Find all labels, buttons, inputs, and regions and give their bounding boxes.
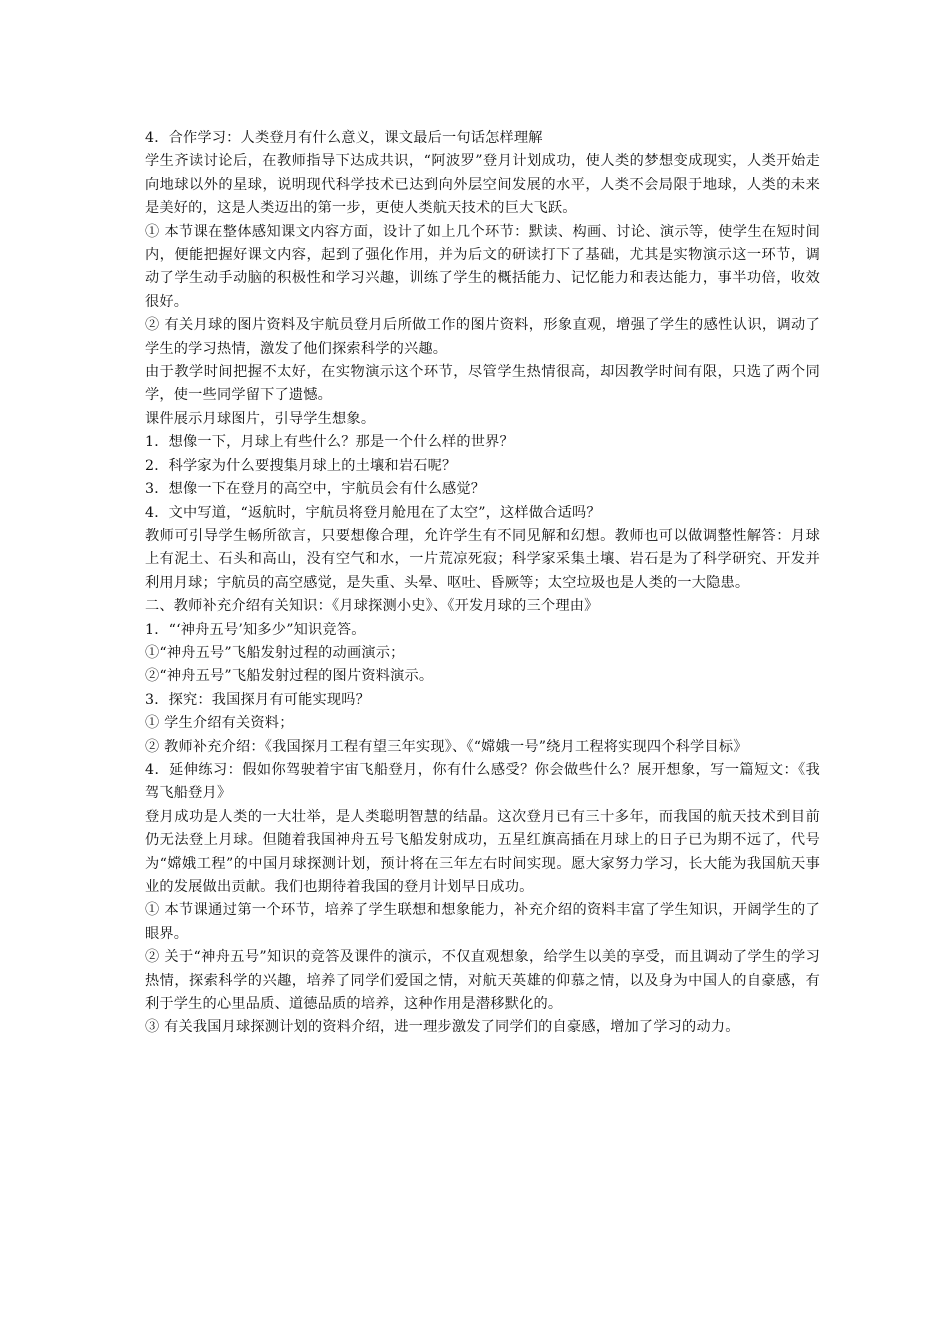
paragraph: ②“神舟五号”飞船发射过程的图片资料演示。 (145, 668, 434, 685)
paragraph: 由于教学时间把握不太好，在实物演示这个环节，尽管学生热情很高，却因教学时间有限，只选了两个同学，使一些同学留下了遗憾。 (145, 364, 820, 404)
paragraph: 3．想像一下在登月的高空中，宇航员会有什么感觉？ (145, 481, 486, 498)
paragraph: 登月成功是人类的一大壮举，是人类聪明智慧的结晶。这次登月已有三十多年，而我国的航天技术到目前仍无法登上月球。但随着我国神舟五号飞船发射成功，五星红旗高插在月球上的日子已为期不远了，代号为“嫦娥工程”的中国月球探测计划，预计将在三年左右时间实现。愿大家努力学习，长大能为我国航天事业的发展做出贡献。我们也期待着我国的登月计划早日成功。 (145, 808, 820, 895)
document-body (145, 127, 820, 1040)
paragraph: 4．合作学习：人类登月有什么意义，课文最后一句话怎样理解 (145, 130, 543, 146)
paragraph: 1．想像一下，月球上有些什么？那是一个什么样的世界？ (145, 434, 514, 451)
paragraph: 2．科学家为什么要搜集月球上的土壤和岩石呢？ (145, 457, 457, 474)
paragraph: ① 本节课在整体感知课文内容方面，设计了如上几个环节：默读、构画、讨论、演示等，使学生在短时间内，便能把握好课文内容，起到了强化作用，并为后文的研读打下了基础，尤其是实物演示这一环节，调动了学生动手动脑的积极性和学习兴趣，训练了学生的概括能力、记忆能力和表达能力，事半功倍，收效很好。 (145, 223, 820, 310)
paragraph: ① 学生介绍有关资料； (145, 715, 294, 732)
paragraph: 教师可引导学生畅所欲言，只要想像合理，允许学生有不同见解和幻想。教师也可以做调整性解答：月球上有泥土、石头和高山，没有空气和水，一片荒凉死寂；科学家采集土壤、岩石是为了科学研究、开发并利用月球；宇航员的高空感觉，是失重、头晕、呕吐、昏厥等；太空垃圾也是人类的一大隐患。 (145, 527, 820, 591)
paragraph: ② 有关月球的图片资料及宇航员登月后所做工作的图片资料，形象直观，增强了学生的感性认识，调动了学生的学习热情，激发了他们探索科学的兴趣。 (145, 317, 820, 357)
paragraph: ①“神舟五号”飞船发射过程的动画演示； (145, 644, 405, 661)
paragraph: ③ 有关我国月球探测计划的资料介绍，进一理步激发了同学们的自豪感，增加了学习的动力。 (145, 1019, 740, 1036)
paragraph: 4．文中写道，“返航时，宇航员将登月舱甩在了太空”，这样做合适吗？ (145, 504, 601, 521)
paragraph: ② 关于“神舟五号”知识的竞答及课件的演示，不仅直观想象，给学生以美的享受，而且调动了学生的学习热情，探索科学的兴趣，培养了同学们爱国之情，对航天英雄的仰慕之情，以及身为中国人的自豪感，有利于学生的心里品质、道德品质的培养，这种作用是潜移默化的。 (145, 949, 820, 1013)
paragraph: 3．探究：我国探月有可能实现吗？ (145, 691, 371, 708)
paragraph: 课件展示月球图片，引导学生想象。 (145, 410, 376, 427)
paragraph: 4．延伸练习：假如你驾驶着宇宙飞船登月，你有什么感受？你会做些什么？展开想象，写一篇短文：《我驾飞船登月》 (145, 761, 820, 802)
paragraph: 1．“‘神舟五号’知多少”知识竞答。 (145, 621, 366, 638)
paragraph: ① 本节课通过第一个环节，培养了学生联想和想象能力，补充介绍的资料丰富了学生知识，开阔学生的了眼界。 (145, 902, 820, 942)
paragraph: 二、教师补充介绍有关知识：《月球探测小史》、《开发月球的三个理由》 (145, 598, 599, 615)
paragraph: 学生齐读讨论后，在教师指导下达成共识，“阿波罗”登月计划成功，使人类的梦想变成现实，人类开始走向地球以外的星球，说明现代科学技术已达到向外层空间发展的水平，人类不会局限于地球，人类的未来是美好的，这是人类迈出的第一步，更使人类航天技术的巨大飞跃。 (145, 153, 820, 217)
paragraph: ② 教师补充介绍：《我国探月工程有望三年实现》、《“嫦娥一号”绕月工程将实现四个科学目标》 (145, 738, 748, 755)
